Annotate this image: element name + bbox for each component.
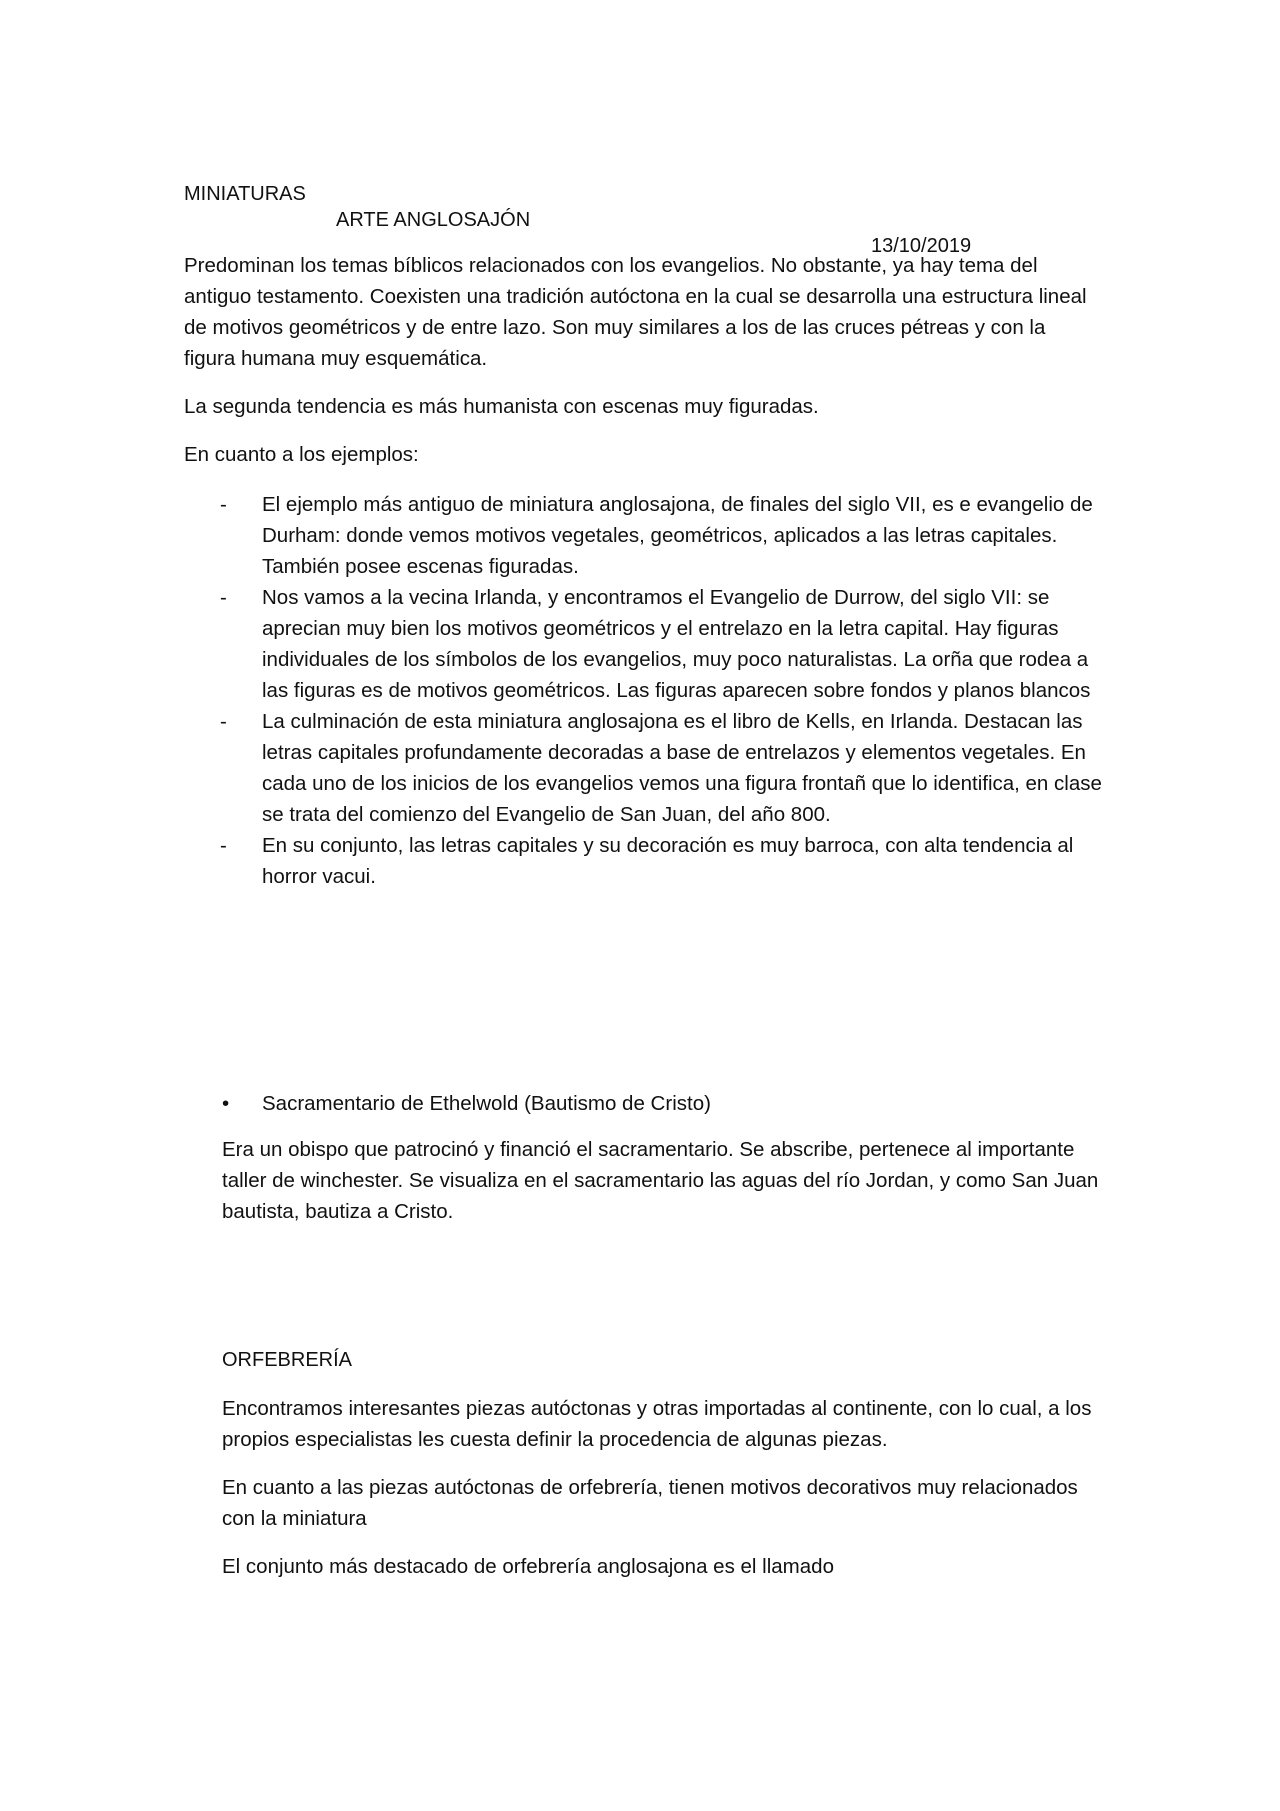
- orfebreria-paragraph: Encontramos interesantes piezas autóctonas y otras importadas al continente, con lo cual, a los propios especialistas les cuesta definir la procedencia de algunas piezas.: [222, 1397, 1092, 1451]
- list-item: [184, 706, 1104, 830]
- intro-paragraph: Predominan los temas bíblicos relacionados con los evangelios. No obstante, ya hay tema del antiguo testamento. Coexisten una tradición autóctona en la cual se desarrolla una estructura lineal de motivos geométricos y de entre lazo. Son muy similares a los de las cruces pétreas y con la figura humana muy esquemática.: [184, 254, 1087, 370]
- bullet-item-text: Sacramentario de Ethelwold (Bautismo de Cristo): [262, 1092, 711, 1115]
- dash-marker: -: [220, 834, 227, 857]
- intro-paragraph: En cuanto a los ejemplos:: [184, 443, 419, 466]
- header-section-title: MINIATURAS: [184, 183, 306, 205]
- examples-list: [184, 489, 1104, 892]
- intro-paragraph: La segunda tendencia es más humanista con escenas muy figuradas.: [184, 395, 819, 418]
- orfebreria-section: [222, 1345, 1102, 1599]
- list-item: [184, 582, 1104, 706]
- orfebreria-paragraph: En cuanto a las piezas autóctonas de orfebrería, tienen motivos decorativos muy relacionados con la miniatura: [222, 1476, 1078, 1530]
- dash-marker: -: [220, 493, 227, 516]
- sacramentario-section: [222, 1134, 1102, 1244]
- list-item-text: En su conjunto, las letras capitales y su decoración es muy barroca, con alta tendencia al horror vacui.: [262, 834, 1074, 888]
- bullet-icon: •: [222, 1092, 230, 1115]
- bullet-list-item: [184, 1088, 1104, 1119]
- list-item: [184, 830, 1104, 892]
- list-item-text: El ejemplo más antiguo de miniatura anglosajona, de finales del siglo VII, es e evangelio de Durham: donde vemos motivos vegetales, geométricos, aplicados a las letras capitales. También posee escenas figuradas.: [262, 493, 1093, 578]
- sacramentario-paragraph: Era un obispo que patrocinó y financió el sacramentario. Se abscribe, pertenece al importante taller de winchester. Se visualiza en el sacramentario las aguas del río Jordan, y como San Juan bautista, bautiza a Cristo.: [222, 1138, 1099, 1223]
- list-item-text: Nos vamos a la vecina Irlanda, y encontramos el Evangelio de Durrow, del siglo VII: se aprecian muy bien los motivos geométricos y el entrelazo en la letra capital. Hay figuras individuales de los símbolos de los evangelios, muy poco naturalistas. La orña que rodea a las figuras es de motivos geométricos. Las figuras aparecen sobre fondos y planos blancos: [262, 586, 1091, 702]
- intro-section: [184, 250, 1090, 487]
- list-item: [184, 489, 1104, 582]
- section-heading: ORFEBRERÍA: [222, 1349, 353, 1371]
- header-date: 13/10/2019: [871, 235, 972, 257]
- orfebreria-paragraph: El conjunto más destacado de orfebrería anglosajona es el llamado: [222, 1555, 834, 1578]
- list-item-text: La culminación de esta miniatura anglosajona es el libro de Kells, en Irlanda. Destacan las letras capitales profundamente decoradas a base de entrelazos y elementos vegetales. En cada uno de los inicios de los evangelios vemos una figura frontañ que lo identifica, en clase se trata del comienzo del Evangelio de San Juan, del año 800.: [262, 710, 1102, 826]
- dash-marker: -: [220, 586, 227, 609]
- header-subject-title: ARTE ANGLOSAJÓN: [336, 209, 531, 231]
- dash-marker: -: [220, 710, 227, 733]
